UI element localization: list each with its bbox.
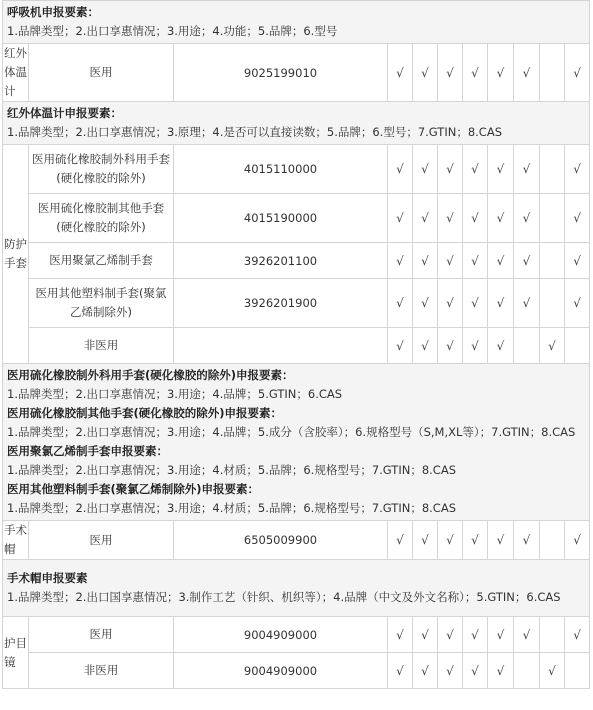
product-group-label: 护目镜 — [3, 617, 29, 689]
check-mark — [540, 145, 565, 194]
check-mark: √ — [438, 328, 463, 364]
check-mark: √ — [438, 653, 463, 689]
requirements-title: 红外体温计申报要素： — [7, 106, 122, 120]
product-name: 医用 — [29, 617, 174, 653]
product-group-label: 手术帽 — [3, 521, 29, 560]
check-mark: √ — [488, 521, 514, 560]
check-mark: √ — [514, 617, 540, 653]
requirements-text: 1.品牌类型；2.出口享惠情况；3.用途；4.品牌；5.成分（含胶率）；6.规格型号（S,M,XL等）；7.GTIN；8.CAS — [7, 425, 576, 439]
check-mark: √ — [488, 243, 514, 279]
check-mark: √ — [488, 194, 514, 243]
requirements-text: 1.品牌类型；2.出口享惠情况；3.原理；4.是否可以直接读数；5.品牌；6.型号；7.GTIN；8.CAS — [7, 125, 502, 139]
check-mark: √ — [565, 44, 590, 102]
table-row — [3, 617, 590, 653]
check-mark: √ — [413, 521, 438, 560]
requirements-text: 1.品牌类型；2.出口享惠情况；3.用途；4.品牌；5.GTIN；6.CAS — [7, 387, 343, 401]
hs-code: 9004909000 — [174, 617, 388, 653]
check-mark: √ — [540, 328, 565, 364]
table-row — [3, 279, 590, 328]
check-mark: √ — [438, 44, 463, 102]
requirements-title: 手术帽申报要素 — [7, 571, 88, 585]
table-row — [3, 521, 590, 560]
product-name: 非医用 — [29, 328, 174, 364]
product-name: 医用 — [29, 521, 174, 560]
check-mark: √ — [463, 279, 488, 328]
requirements-text: 1.品牌类型；2.出口享惠情况；3.用途；4.功能；5.品牌；6.型号 — [7, 24, 338, 38]
check-mark: √ — [488, 328, 514, 364]
check-mark: √ — [565, 243, 590, 279]
requirements-title: 医用硫化橡胶制外科用手套(硬化橡胶的除外)申报要素： — [7, 368, 294, 382]
check-mark: √ — [540, 653, 565, 689]
check-mark: √ — [438, 521, 463, 560]
check-mark: √ — [463, 328, 488, 364]
requirements-title: 医用其他塑料制手套(聚氯乙烯制除外)申报要素： — [7, 482, 260, 496]
check-mark: √ — [413, 653, 438, 689]
check-mark — [540, 243, 565, 279]
product-group-label: 红外体温计 — [3, 44, 29, 102]
requirements-note — [3, 560, 590, 617]
check-mark — [565, 328, 590, 364]
requirements-text: 1.品牌类型；2.出口享惠情况；3.用途；4.材质；5.品牌；6.规格型号；7.GTIN；8.CAS — [7, 501, 456, 515]
requirements-note — [3, 102, 590, 145]
check-mark: √ — [388, 328, 413, 364]
product-group-label: 防护手套 — [3, 145, 29, 364]
check-mark: √ — [413, 328, 438, 364]
hs-code: 3926201100 — [174, 243, 388, 279]
check-mark — [514, 653, 540, 689]
check-mark: √ — [438, 243, 463, 279]
hs-code: 9025199010 — [174, 44, 388, 102]
requirements-note — [3, 1, 590, 44]
check-mark: √ — [413, 279, 438, 328]
check-mark: √ — [488, 279, 514, 328]
check-mark: √ — [488, 145, 514, 194]
product-name: 医用 — [29, 44, 174, 102]
check-mark: √ — [388, 521, 413, 560]
hs-code: 9004909000 — [174, 653, 388, 689]
table-row — [3, 243, 590, 279]
check-mark — [565, 653, 590, 689]
table-row — [3, 194, 590, 243]
table-row — [3, 145, 590, 194]
hs-code: 6505009900 — [174, 521, 388, 560]
check-mark — [540, 279, 565, 328]
check-mark: √ — [438, 145, 463, 194]
check-mark: √ — [413, 243, 438, 279]
product-name: 医用聚氯乙烯制手套 — [29, 243, 174, 279]
check-mark: √ — [565, 521, 590, 560]
check-mark: √ — [388, 653, 413, 689]
check-mark: √ — [388, 617, 413, 653]
check-mark: √ — [565, 279, 590, 328]
check-mark: √ — [488, 617, 514, 653]
check-mark: √ — [438, 194, 463, 243]
requirements-note — [3, 364, 590, 521]
product-name: 医用其他塑料制手套(聚氯乙烯制除外) — [29, 279, 174, 328]
check-mark: √ — [514, 145, 540, 194]
check-mark: √ — [463, 145, 488, 194]
check-mark: √ — [463, 653, 488, 689]
requirements-text: 1.品牌类型；2.出口国享惠情况；3.制作工艺（针织、机织等）；4.品牌（中文及外文名称）；5.GTIN；6.CAS — [7, 590, 561, 604]
check-mark: √ — [463, 243, 488, 279]
requirements-title: 医用硫化橡胶制其他手套(硬化橡胶的除外)申报要素： — [7, 406, 283, 420]
table-row — [3, 44, 590, 102]
check-mark: √ — [514, 521, 540, 560]
check-mark: √ — [463, 194, 488, 243]
check-mark: √ — [388, 145, 413, 194]
check-mark: √ — [413, 617, 438, 653]
requirements-text: 1.品牌类型；2.出口享惠情况；3.用途；4.材质；5.品牌；6.规格型号；7.GTIN；8.CAS — [7, 463, 456, 477]
check-mark: √ — [438, 617, 463, 653]
check-mark: √ — [514, 44, 540, 102]
check-mark: √ — [463, 44, 488, 102]
check-mark: √ — [388, 44, 413, 102]
check-mark: √ — [463, 521, 488, 560]
check-mark — [540, 194, 565, 243]
product-name: 医用硫化橡胶制其他手套(硬化橡胶的除外) — [29, 194, 174, 243]
check-mark — [514, 328, 540, 364]
check-mark: √ — [514, 279, 540, 328]
check-mark: √ — [463, 617, 488, 653]
table-row — [3, 328, 590, 364]
check-mark: √ — [565, 145, 590, 194]
check-mark: √ — [514, 194, 540, 243]
check-mark: √ — [413, 44, 438, 102]
requirements-title: 医用聚氯乙烯制手套申报要素： — [7, 444, 168, 458]
check-mark: √ — [565, 617, 590, 653]
hs-code: 4015110000 — [174, 145, 388, 194]
hs-code — [174, 328, 388, 364]
check-mark: √ — [488, 653, 514, 689]
product-name: 非医用 — [29, 653, 174, 689]
hs-code: 4015190000 — [174, 194, 388, 243]
check-mark: √ — [388, 194, 413, 243]
check-mark — [540, 521, 565, 560]
check-mark — [540, 617, 565, 653]
requirements-title: 呼吸机申报要素： — [7, 5, 99, 19]
hs-code: 3926201900 — [174, 279, 388, 328]
check-mark: √ — [565, 194, 590, 243]
table-row — [3, 653, 590, 689]
check-mark: √ — [413, 194, 438, 243]
product-name: 医用硫化橡胶制外科用手套(硬化橡胶的除外) — [29, 145, 174, 194]
check-mark: √ — [388, 243, 413, 279]
check-mark — [540, 44, 565, 102]
check-mark: √ — [438, 279, 463, 328]
check-mark: √ — [413, 145, 438, 194]
check-mark: √ — [514, 243, 540, 279]
check-mark: √ — [388, 279, 413, 328]
declaration-table — [2, 0, 590, 689]
check-mark: √ — [488, 44, 514, 102]
